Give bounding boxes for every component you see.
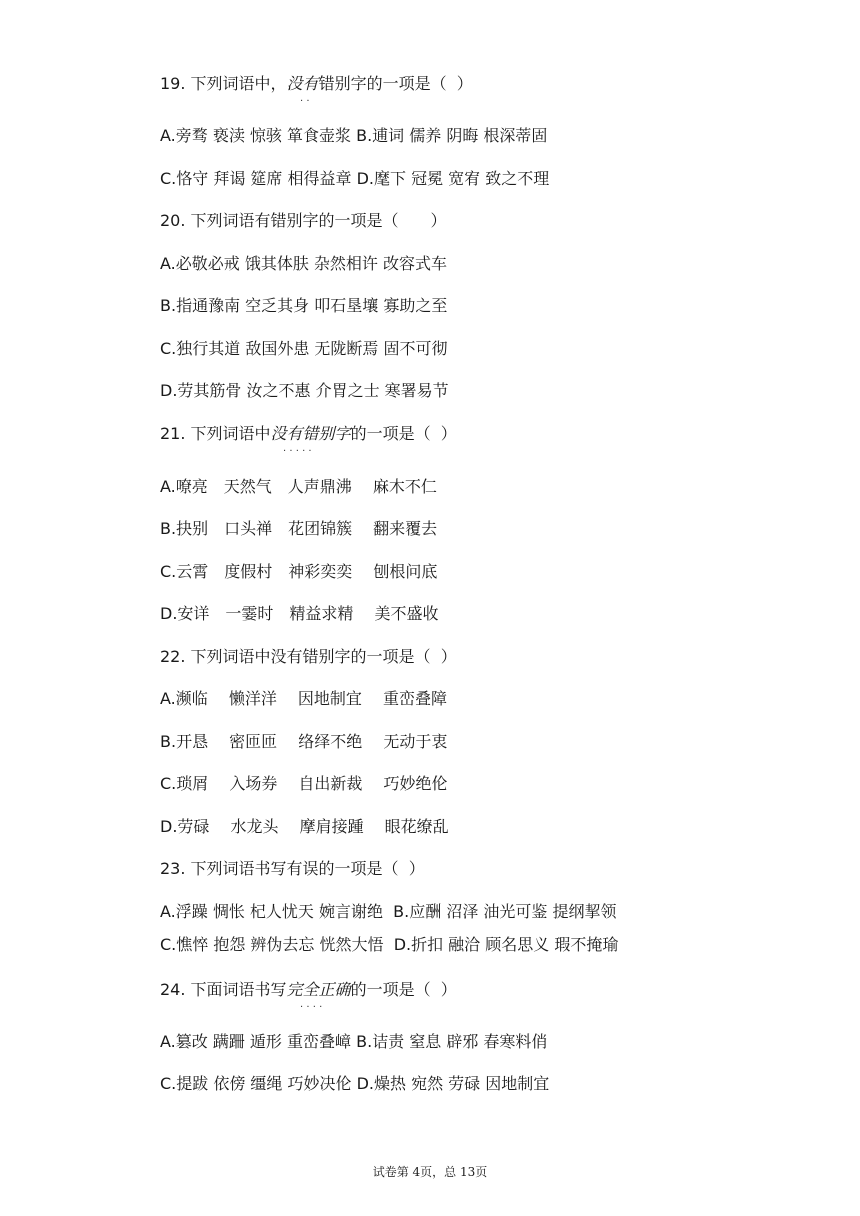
stem-text: 的一项是（ ） (350, 424, 457, 443)
emphasis-dots: · · · · · (283, 446, 312, 457)
question-19-stem (160, 74, 473, 94)
question-19-option: C.恪守 拜谒 筵席 相得益章 D.麾下 冠冕 宽宥 致之不理 (160, 169, 550, 188)
stem-text: 的一项是（ ） (350, 980, 457, 999)
question-21-option: C.云霄 度假村 神彩奕奕 刨根问底 (160, 562, 438, 581)
question-21-option: B.抉别 口头禅 花团锦簇 翻来覆去 (160, 519, 438, 538)
question-23-option: A.浮躁 惆怅 杞人忧天 婉言谢绝 B.应酬 沼泽 油光可鉴 提纲挈领 (160, 902, 617, 921)
question-22-option: D.劳碌 水龙头 摩肩接踵 眼花缭乱 (160, 817, 449, 836)
stem-text: 21. 下列词语中 (160, 424, 271, 443)
question-20-option: B.指通豫南 空乏其身 叩石垦壤 寡助之至 (160, 296, 448, 315)
question-20-stem: 20. 下列词语有错别字的一项是（ ） (160, 211, 447, 230)
stem-text: 24. 下面词语书写 (160, 980, 287, 999)
question-22-option: A.濒临 懒洋洋 因地制宜 重峦叠障 (160, 689, 448, 708)
question-22-option: B.开恳 密匝匝 络绎不绝 无动于衷 (160, 732, 448, 751)
question-21-option: A.嘹亮 天然气 人声鼎沸 麻木不仁 (160, 477, 437, 496)
emphasis-dots: · · (300, 96, 310, 107)
question-24-stem (160, 980, 457, 1000)
emphasized-text: 完全正确 (286, 980, 351, 999)
question-20-option: C.独行其道 敌国外患 无陇断焉 固不可彻 (160, 339, 448, 358)
question-21-stem (160, 424, 457, 444)
question-24-option: A.篡改 蹒跚 遁形 重峦叠嶂 B.诘责 窒息 辟邪 春寒料俏 (160, 1032, 548, 1051)
stem-text: 错别字的一项是（ ） (318, 74, 473, 93)
stem-text: 19. 下列词语中， (160, 74, 287, 93)
emphasized-text: 没有 (286, 74, 319, 93)
question-20-option: A.必敬必戒 饿其体肤 杂然相许 改容式车 (160, 254, 448, 273)
question-23-stem: 23. 下列词语书写有误的一项是（ ） (160, 859, 425, 878)
emphasis-dots: · · · · (300, 1002, 323, 1013)
question-21-option: D.安详 一霎时 精益求精 美不盛收 (160, 604, 439, 623)
question-20-option: D.劳其筋骨 汝之不惠 介胃之士 寒署易节 (160, 381, 449, 400)
question-22-stem: 22. 下列词语中没有错别字的一项是（ ） (160, 647, 457, 666)
question-22-option: C.琐屑 入场券 自出新裁 巧妙绝伦 (160, 774, 448, 793)
page-footer: 试卷第 4页，总 13页 (372, 1165, 488, 1179)
emphasized-text: 没有错别字 (270, 424, 351, 443)
question-23-option: C.憔悴 抱怨 辨伪去忘 恍然大悟 D.折扣 融洽 顾名思义 瑕不掩瑜 (160, 935, 619, 954)
question-19-option: A.旁骛 亵渎 惊骇 箪食壶浆 B.逋词 儒养 阴晦 根深蒂固 (160, 126, 548, 145)
question-24-option: C.提跋 依傍 缰绳 巧妙决伦 D.燥热 宛然 劳碌 因地制宜 (160, 1074, 550, 1093)
